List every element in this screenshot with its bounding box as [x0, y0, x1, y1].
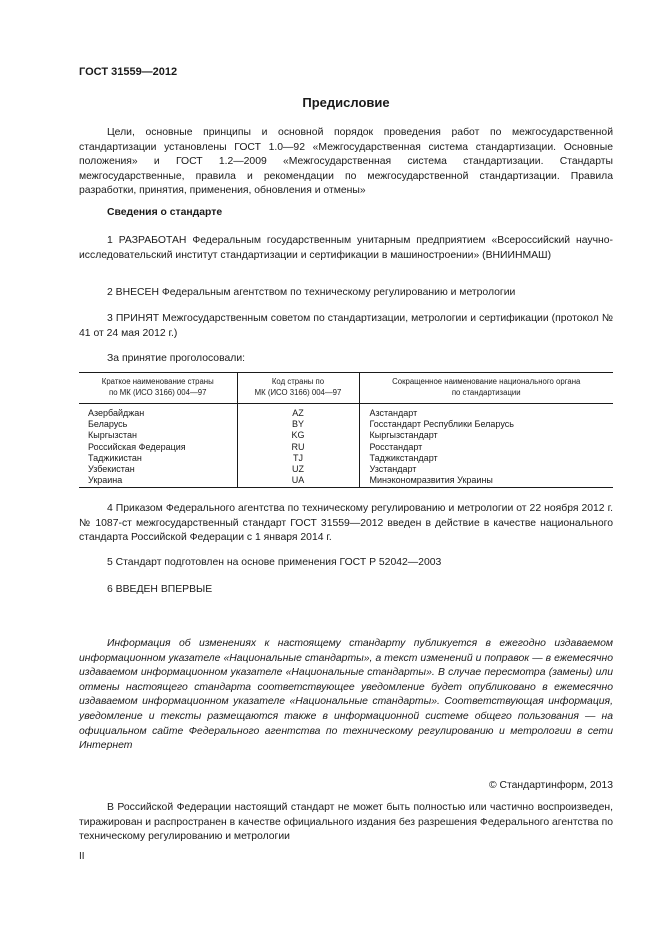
legal-note: В Российской Федерации настоящий стандарт не может быть полностью или частично воспроизведен, тиражирован и распространен в качестве официального издания без разрешения Федерального агентства по техническому регулированию и метрологии: [79, 802, 613, 843]
country-cell: Узбекистан: [88, 464, 135, 475]
header-country: [79, 373, 237, 404]
country-cell: Беларусь: [88, 419, 128, 430]
header-code: [237, 373, 359, 404]
item-3-adopted: 3 ПРИНЯТ Межгосударственным советом по стандартизации, метрологии и сертификации (протокол № 41 от 24 мая 2012 г.): [79, 313, 613, 339]
org-cell: Минэкономразвития Украины: [369, 475, 493, 486]
org-cell: Таджикстандарт: [369, 452, 438, 463]
org-cell: Азстандарт: [369, 408, 418, 418]
code-cell: TJ: [293, 452, 303, 463]
copyright: © Стандартинформ, 2013: [488, 780, 613, 791]
org-cell: Кыргызстандарт: [369, 430, 438, 441]
header-org-line1: Сокращенное наименование национального органа: [392, 377, 581, 386]
vote-table-body: [79, 404, 613, 488]
item-2-submitted: 2 ВНЕСЕН Федеральным агентством по техническому регулированию и метрологии: [107, 287, 516, 298]
org-cell: Госстандарт Республики Беларусь: [369, 419, 514, 430]
vote-table: [79, 372, 613, 488]
code-cell: RU: [291, 441, 305, 452]
item-5-basis: 5 Стандарт подготовлен на основе применения ГОСТ Р 52042—2003: [107, 557, 442, 568]
page-title: Предисловие: [302, 95, 390, 110]
country-column: [79, 404, 237, 488]
item-6-first-introduced: 6 ВВЕДЕН ВПЕРВЫЕ: [107, 584, 213, 595]
country-cell: Таджикистан: [88, 452, 142, 463]
header-code-line2: МК (ИСО 3166) 004—97: [254, 388, 342, 397]
intro-paragraph: Цели, основные принципы и основной порядок проведения работ по межгосударственной стандартизации установлены ГОСТ 1.0—92 «Межгосударственная система стандартизации. Основные положения» и ГОСТ 1.2—2009 «Межгосударственная система стандартизации. Стандарты межгосударственные, правила и рекомендации по межгосударственной стандартизации. Правила разработки, принятия, применения, обновления и отмены»: [79, 127, 613, 197]
header-country-line1: Краткое наименование страны: [101, 377, 214, 386]
code-cell: BY: [291, 419, 304, 430]
header-org: [359, 373, 613, 404]
code-column: [237, 404, 359, 488]
org-cell: Росстандарт: [369, 441, 423, 452]
org-column: [359, 404, 613, 488]
country-cell: Российская Федерация: [88, 441, 186, 452]
code-cell: AZ: [292, 408, 304, 418]
page-number: II: [79, 851, 85, 862]
header-country-line2: по МК (ИСО 3166) 004—97: [109, 388, 207, 397]
header-org-line2: по стандартизации: [451, 388, 521, 397]
org-cell: Узстандарт: [369, 464, 417, 475]
vote-table-header: [79, 373, 613, 404]
code-cell: UA: [291, 475, 305, 486]
vote-intro: За принятие проголосовали:: [107, 353, 246, 364]
country-cell: Азербайджан: [88, 408, 145, 418]
country-cell: Украина: [88, 475, 123, 486]
code-cell: UZ: [292, 464, 304, 475]
item-1-developer: 1 РАЗРАБОТАН Федеральным государственным унитарным предприятием «Всероссийский научно-исследовательский институт стандартизации и сертификации в машиностроении» (ВНИИНМАШ): [79, 235, 613, 261]
country-cell: Кыргызстан: [88, 430, 137, 441]
code-cell: KG: [291, 430, 305, 441]
info-note: Информация об изменениях к настоящему стандарту публикуется в ежегодно издаваемом информационном указателе «Национальные стандарты», а текст изменений и поправок — в ежемесячно издаваемом информационном указателе «Национальные стандарты». В случае пересмотра (замены) или отмены настоящего стандарта соответствующее уведомление будет опубликовано в ежемесячно издаваемом информационном указателе «Национальные стандарты». Соответствующая информация, уведомление и тексты размещаются также в информационной системе общего пользования — на официальном сайте Федерального агентства по техническому регулированию и метрологии в сети Интернет: [79, 638, 613, 752]
section-heading: Сведения о стандарте: [107, 207, 223, 218]
item-4-order: 4 Приказом Федерального агентства по техническому регулированию и метрологии от 22 ноября 2012 г. № 1087-ст межгосударственный стандарт ГОСТ 31559—2012 введен в действие в качестве национального стандарта Российской Федерации с 1 января 2014 г.: [79, 503, 613, 544]
document-code: ГОСТ 31559—2012: [79, 66, 178, 78]
header-code-line1: Код страны по: [271, 377, 325, 386]
